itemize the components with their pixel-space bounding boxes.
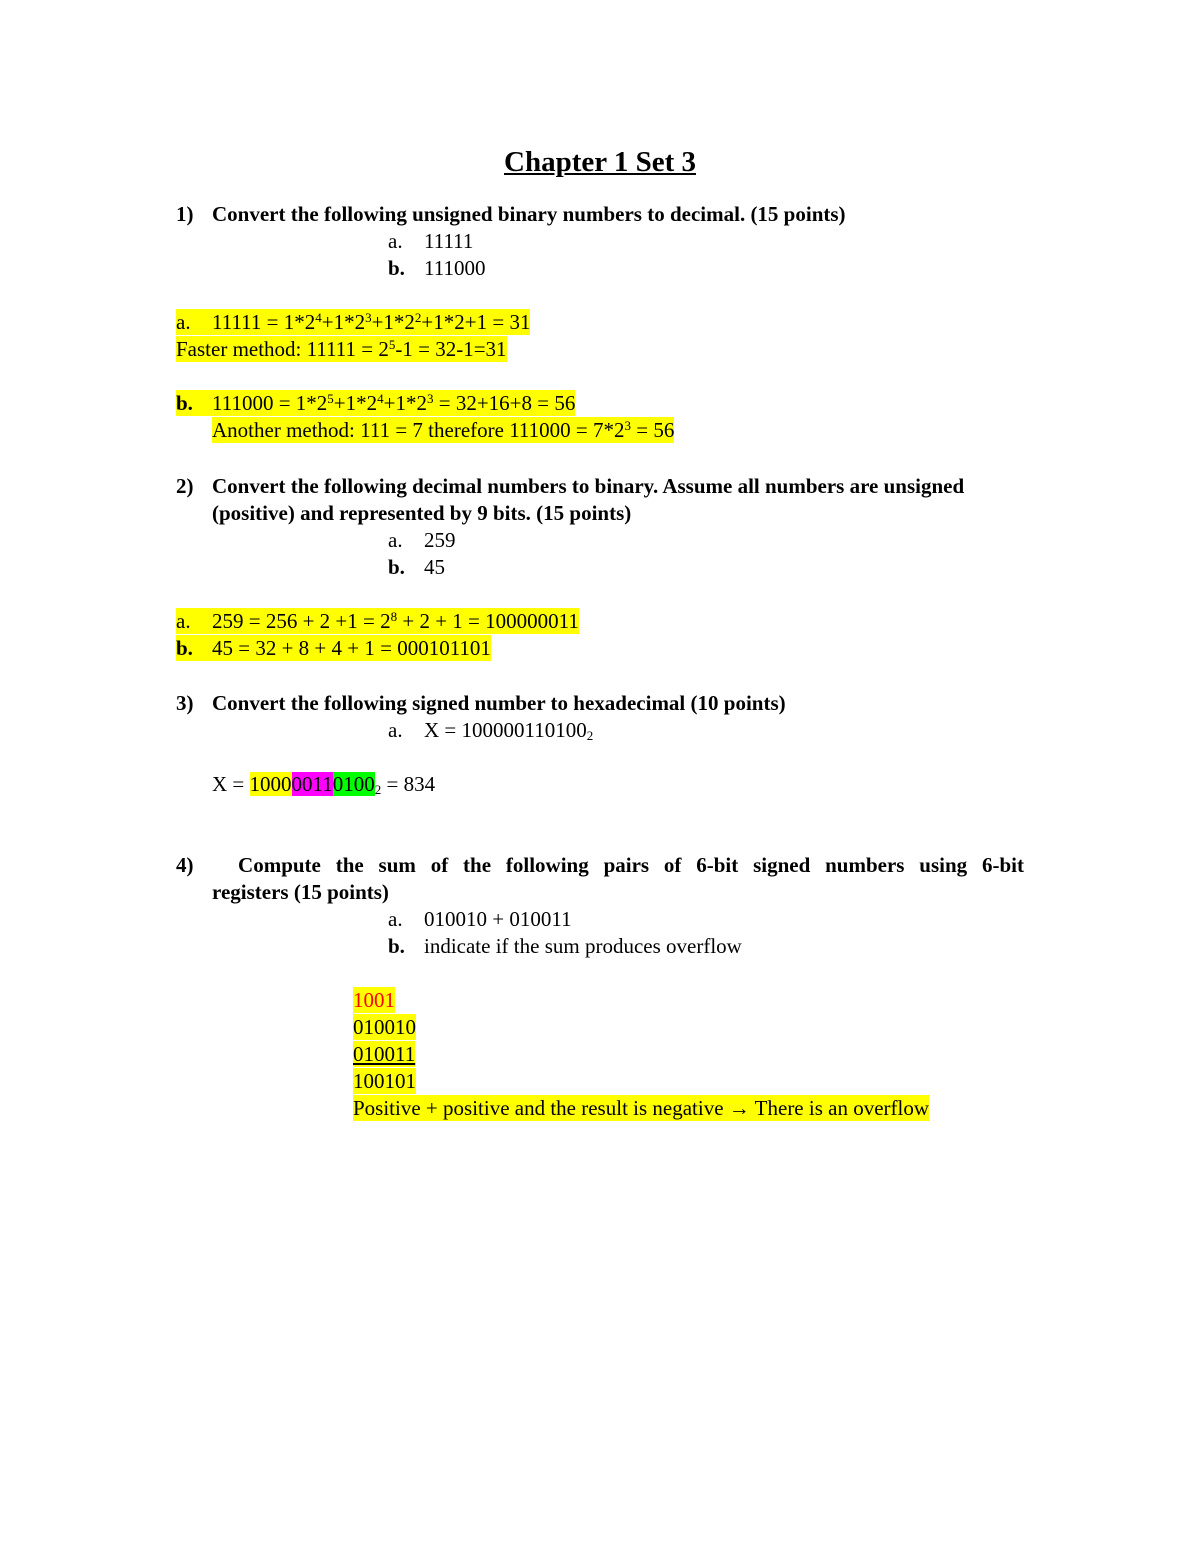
question-1-text: Convert the following unsigned binary numbers to decimal. (15 points) [212, 202, 846, 226]
question-2-item-b: b. 45 [388, 555, 445, 579]
sum-result: 100101 [353, 1069, 416, 1093]
question-1 [0, 201, 1200, 227]
overflow-conclusion: Positive + positive and the result is negative → There is an overflow [353, 1096, 930, 1120]
question-3-text: Convert the following signed number to hexadecimal (10 points) [212, 691, 786, 715]
answer-1a-faster-method: Faster method: $11111 = 2^5-1 = 32-1=31$ [176, 337, 507, 361]
question-3 [0, 690, 1200, 716]
answer-1b-another-method: Another method: 111 = 7 therefore $111000 = 7*2^3 = 56$ [212, 418, 675, 442]
answer-2b: b. 45 = 32 + 8 + 4 + 1 = 000101101 [176, 636, 491, 660]
question-1-item-a: a. 11111 [388, 229, 474, 253]
answer-2a: a. $259 = 256 + 2 +1 = 2^8 + 2 + 1 = 100000011$ [176, 609, 579, 633]
question-3-item-a: a. $X = 100000110100_2$ [388, 718, 594, 743]
question-4-text-line1: 4) Compute the sum of the following pairs of 6-bit signed numbers using 6-bit [176, 853, 1024, 877]
carry-row: 1001 [353, 988, 395, 1012]
arrow-icon: → [728, 1096, 750, 1120]
question-2-text-line2: (positive) and represented by 9 bits. (15 points) [212, 501, 632, 525]
question-2-item-a: a. 259 [388, 528, 456, 552]
question-3-number: 3) [176, 691, 194, 715]
operand-2: 010011 [353, 1042, 416, 1066]
hex-group-3: 0100 [332, 772, 375, 796]
answer-3: $X = 100000110100_2 = 834$ [212, 772, 436, 797]
question-2-number: 2) [176, 474, 194, 498]
hex-group-1: 1000 [249, 772, 292, 796]
question-2-text-line1: Convert the following decimal numbers to binary. Assume all numbers are unsigned [212, 474, 965, 498]
question-1-number: 1) [176, 202, 194, 226]
question-1-item-b: b. 111000 [388, 256, 486, 280]
operand-1: 010010 [353, 1015, 416, 1039]
question-4-item-b: b. indicate if the sum produces overflow [388, 934, 742, 958]
question-2 [0, 473, 1200, 499]
question-4-item-a: a. 010010 + 010011 [388, 907, 572, 931]
page-title: Chapter 1 Set 3 [504, 146, 696, 178]
answer-1b: b. $111000 = 1*2^5+1*2^4+1*2^3 = 32+16+8 = 56$ [176, 391, 576, 415]
question-4-text-line2: registers (15 points) [212, 880, 389, 904]
question-4 [176, 852, 1024, 878]
answer-1a: a. $11111 = 1*2^4+1*2^3+1*2^2+1*2+1 = 31$ [176, 310, 531, 334]
hex-group-2: 0011 [291, 772, 333, 796]
